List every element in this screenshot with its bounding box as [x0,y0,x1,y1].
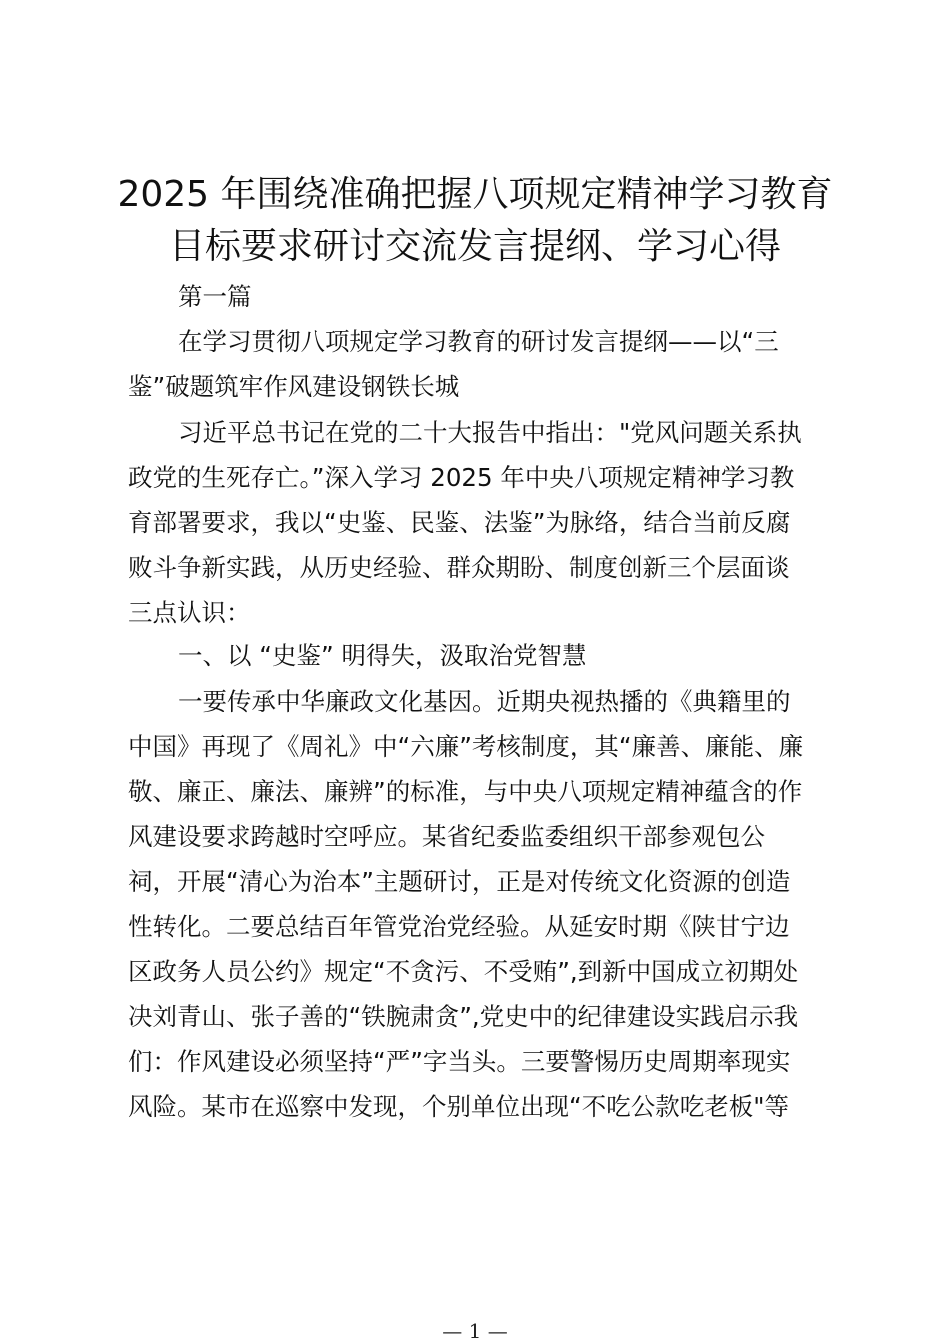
section-heading: 一、以 “史鉴” 明得失，汲取治党智慧 [178,641,587,670]
body-line: 一要传承中华廉政文化基因。近期央视热播的《典籍里的 [178,687,791,716]
body-line: 区政务人员公约》规定“不贪污、不受贿”,到新中国成立初期处 [128,957,799,986]
body-line: 败斗争新实践，从历史经验、群众期盼、制度创新三个层面谈 [128,553,790,582]
body-line: 敬、廉正、廉法、廉辨”的标准，与中央八项规定精神蕴含的作 [128,777,803,806]
body-line: 祠，开展“清心为治本”主题研讨，正是对传统文化资源的创造 [128,867,791,896]
subtitle-line-1: 在学习贯彻八项规定学习教育的研讨发言提纲——以“三 [178,327,779,356]
body-line: 性转化。二要总结百年管党治党经验。从延安时期《陕甘宁边 [128,912,790,941]
body-line: 风险。某市在巡察中发现，个别单位出现“不吃公款吃老板"等 [128,1092,789,1121]
subtitle-line-2: 鉴”破题筑牢作风建设钢铁长城 [128,372,460,401]
document-title-line-1: 2025 年围绕准确把握八项规定精神学习教育 [117,174,833,215]
document-title-line-2: 目标要求研讨交流发言提纲、学习心得 [168,226,781,267]
page-number: — 1 — [442,1319,508,1343]
body-line: 习近平总书记在党的二十大报告中指出："党风问题关系执 [178,418,802,447]
body-line: 政党的生死存亡。”深入学习 2025 年中央八项规定精神学习教 [128,463,795,492]
section-label: 第一篇 [178,282,252,311]
body-line: 中国》再现了《周礼》中“六廉”考核制度，其“廉善、廉能、廉 [128,732,804,761]
body-line: 风建设要求跨越时空呼应。某省纪委监委组织干部参观包公 [128,822,765,851]
body-line: 三点认识： [128,598,251,627]
body-line: 决刘青山、张子善的“铁腕肃贪”,党史中的纪律建设实践启示我 [128,1002,799,1031]
body-line: 们：作风建设必须坚持“严”字当头。三要警惕历史周期率现实 [128,1047,791,1076]
body-line: 育部署要求，我以“史鉴、民鉴、法鉴”为脉络，结合当前反腐 [128,508,791,537]
